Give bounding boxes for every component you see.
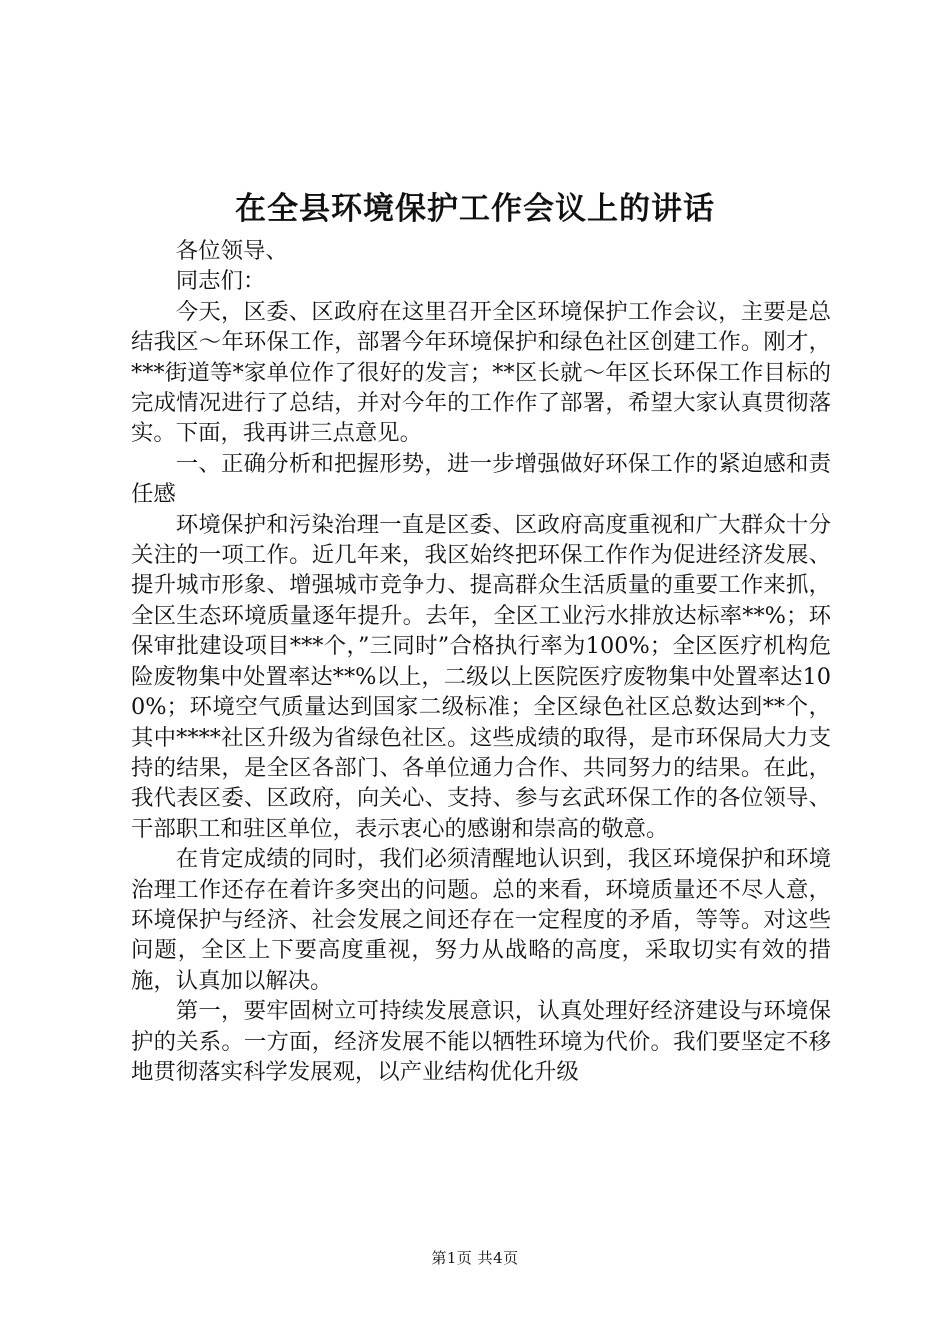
page-number-footer: 第1页 共4页 xyxy=(431,1249,519,1267)
document-title: 在全县环境保护工作会议上的讲话 xyxy=(235,191,715,227)
paragraph-opening: 今天，区委、区政府在这里召开全区环境保护工作会议，主要是总结我区～年环保工作，部署今年环境保护和绿色社区创建工作。刚才，***街道等*家单位作了很好的发言；**区长就～年区长环保工作目标的完成情况进行了总结，并对今年的工作作了部署，希望大家认真贯彻落实。下面，我再讲三点意见。 xyxy=(131,298,831,447)
salutation-line: 各位领导、 xyxy=(175,238,288,264)
paragraph: 在肯定成绩的同时，我们必须清醒地认识到，我区环境保护和环境治理工作还存在着许多突出的问题。总的来看，环境质量还不尽人意，环境保护与经济、社会发展之间还存在一定程度的矛盾，等等。对这些问题，全区上下要高度重视，努力从战略的高度，采取切实有效的措施，认真加以解决。 xyxy=(131,846,831,994)
salutation-line: 同志们： xyxy=(175,268,266,295)
paragraph: 环境保护和污染治理一直是区委、区政府高度重视和广大群众十分关注的一项工作。近几年来，我区始终把环保工作作为促进经济发展、提升城市形象、增强城市竞争力、提高群众生活质量的重要工作来抓，全区生态环境质量逐年提升。去年，全区工业污水排放达标率**%；环保审批建设项目***个，”三同时”合格执行率为100%；全区医疗机构危险废物集中处置率达**%以上，二级以上医院医疗废物集中处置率达100%；环境空气质量达到国家二级标准；全区绿色社区总数达到**个，其中****社区升级为省绿色社区。这些成绩的取得，是市环保局大力支持的结果，是全区各部门、各单位通力合作、共同努力的结果。在此，我代表区委、区政府，向关心、支持、参与玄武环保工作的各位领导、干部职工和驻区单位，表示衷心的感谢和崇高的敬意。 xyxy=(131,511,831,842)
section-heading: 一、正确分析和把握形势，进一步增强做好环保工作的紧迫感和责任感 xyxy=(131,450,831,508)
document-body xyxy=(131,236,831,1087)
paragraph: 第一，要牢固树立可持续发展意识，认真处理好经济建设与环境保护的关系。一方面，经济发展不能以牺牲环境为代价。我们要坚定不移地贯彻落实科学发展观，以产业结构优化升级 xyxy=(131,998,831,1085)
